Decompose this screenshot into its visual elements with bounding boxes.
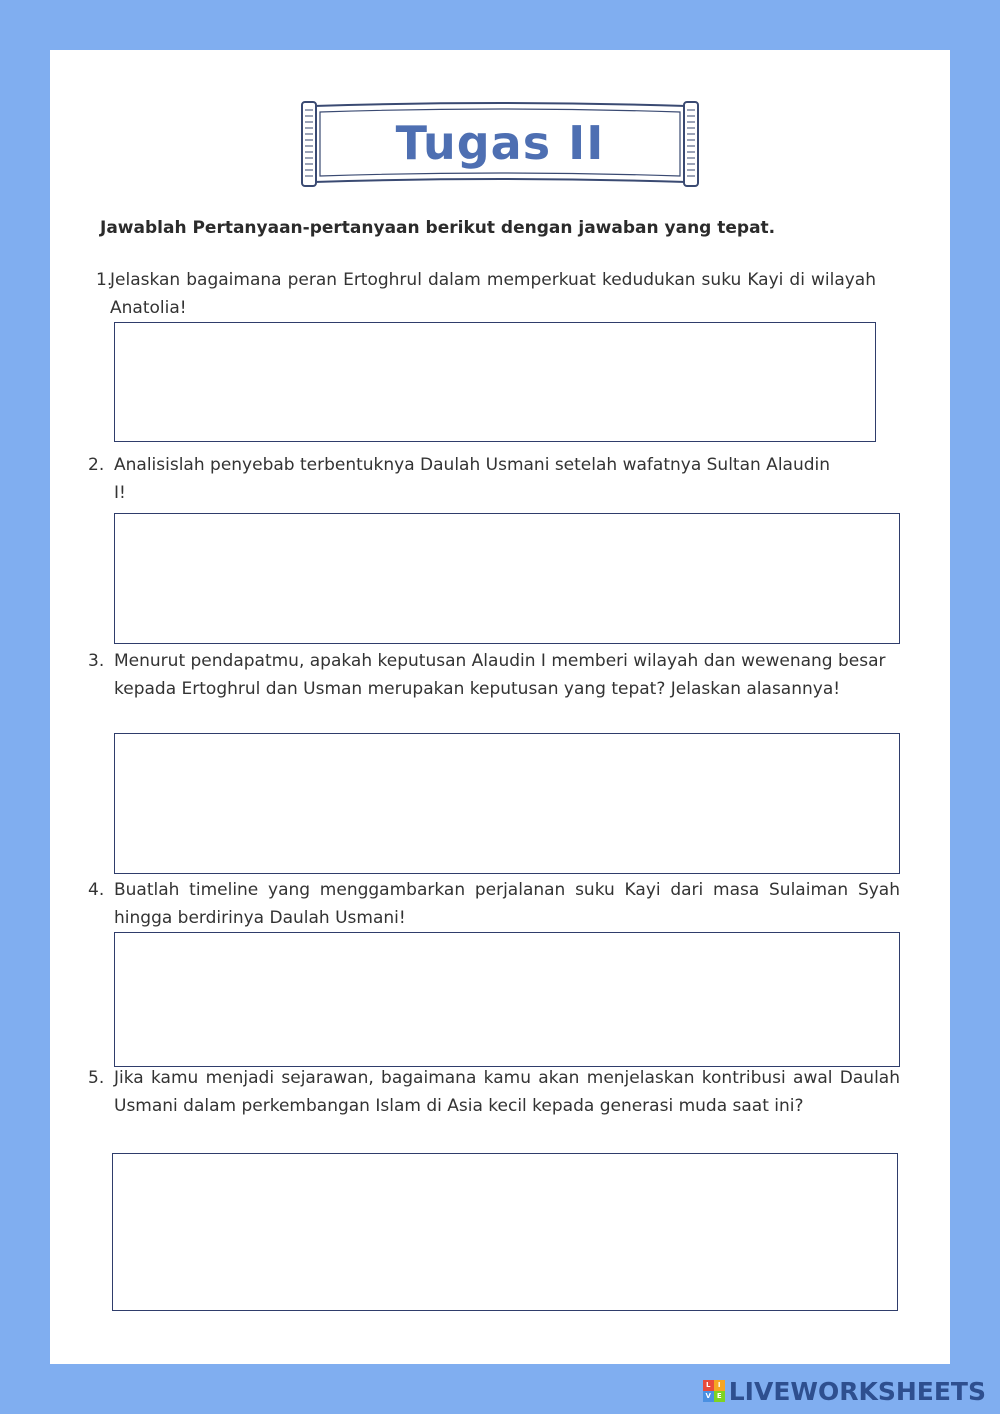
question-text: Jelaskan bagaimana peran Ertoghrul dalam memperkuat kedudukan suku Kayi di wilayah Anatolia! <box>110 270 876 318</box>
question-5 <box>88 1064 900 1120</box>
liveworksheets-logo-icon: L I V E <box>703 1380 725 1402</box>
question-text: Jika kamu menjadi sejarawan, bagaimana kamu akan menjelaskan kontribusi awal Daulah Usmani dalam perkembangan Islam di Asia kecil kepada generasi muda saat ini? <box>114 1068 900 1116</box>
answer-box-1[interactable] <box>114 322 876 442</box>
worksheet-page <box>50 50 950 1364</box>
question-number: 1. <box>96 270 113 290</box>
question-text: Menurut pendapatmu, apakah keputusan Alaudin I memberi wilayah dan wewenang besar kepada Ertoghrul dan Usman merupakan keputusan yang tepat? Jelaskan alasannya! <box>114 651 886 699</box>
title-banner <box>300 98 700 192</box>
question-4 <box>88 876 900 932</box>
answer-box-5[interactable] <box>112 1153 898 1311</box>
answer-box-4[interactable] <box>114 932 900 1067</box>
question-3 <box>88 647 900 703</box>
brand-name: LIVEWORKSHEETS <box>728 1376 986 1406</box>
question-number: 4. <box>88 880 105 900</box>
question-number: 5. <box>88 1068 105 1088</box>
page-title: Tugas II <box>395 116 605 170</box>
question-text: Buatlah timeline yang menggambarkan perjalanan suku Kayi dari masa Sulaiman Syah hingga berdirinya Daulah Usmani! <box>114 880 900 928</box>
answer-box-3[interactable] <box>114 733 900 874</box>
instruction-text: Jawablah Pertanyaan-pertanyaan berikut dengan jawaban yang tepat. <box>100 218 776 238</box>
question-text: Analisislah penyebab terbentuknya Daulah Usmani setelah wafatnya Sultan Alaudin I! <box>114 455 831 503</box>
answer-box-2[interactable] <box>114 513 900 644</box>
question-2 <box>88 451 834 507</box>
question-number: 2. <box>88 455 105 475</box>
question-1 <box>96 266 876 322</box>
question-number: 3. <box>88 651 105 671</box>
liveworksheets-logo <box>703 1376 986 1406</box>
